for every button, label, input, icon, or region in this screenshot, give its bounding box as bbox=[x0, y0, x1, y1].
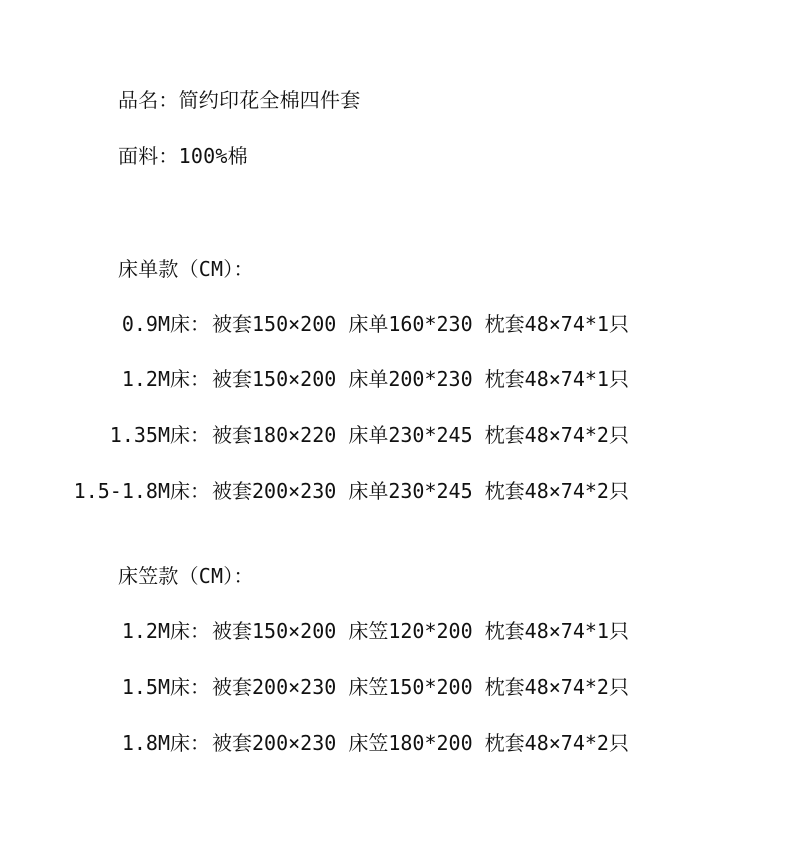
bed-size-label: 1.5M床： bbox=[121, 675, 210, 699]
flat-sheet-heading: 床单款（CM）： bbox=[118, 257, 254, 281]
fitted-sheet-row bbox=[0, 619, 790, 643]
bed-size-label: 1.2M床： bbox=[121, 619, 210, 643]
set-spec: 被套180×220 床单230*245 枕套48×74*2只 bbox=[212, 423, 629, 447]
set-spec: 被套200×230 床笠180*200 枕套48×74*2只 bbox=[212, 731, 629, 755]
flat-sheet-row bbox=[0, 479, 790, 503]
fitted-sheet-heading: 床笠款（CM）： bbox=[118, 564, 254, 588]
set-spec: 被套200×230 床单230*245 枕套48×74*2只 bbox=[212, 479, 629, 503]
fabric-line: 面料：100%棉 bbox=[118, 144, 248, 168]
set-spec: 被套150×200 床单160*230 枕套48×74*1只 bbox=[212, 312, 629, 336]
fitted-sheet-row bbox=[0, 675, 790, 699]
fitted-sheet-row bbox=[0, 731, 790, 755]
bed-size-label: 1.35M床： bbox=[109, 423, 210, 447]
set-spec: 被套150×200 床笠120*200 枕套48×74*1只 bbox=[212, 619, 629, 643]
set-spec: 被套150×200 床单200*230 枕套48×74*1只 bbox=[212, 367, 629, 391]
set-spec: 被套200×230 床笠150*200 枕套48×74*2只 bbox=[212, 675, 629, 699]
flat-sheet-row bbox=[0, 367, 790, 391]
flat-sheet-row bbox=[0, 312, 790, 336]
bed-size-label: 1.5-1.8M床： bbox=[73, 479, 210, 503]
bed-size-label: 0.9M床： bbox=[121, 312, 210, 336]
bed-size-label: 1.8M床： bbox=[121, 731, 210, 755]
product-name-line: 品名：简约印花全棉四件套 bbox=[118, 88, 361, 112]
flat-sheet-row bbox=[0, 423, 790, 447]
bed-size-label: 1.2M床： bbox=[121, 367, 210, 391]
